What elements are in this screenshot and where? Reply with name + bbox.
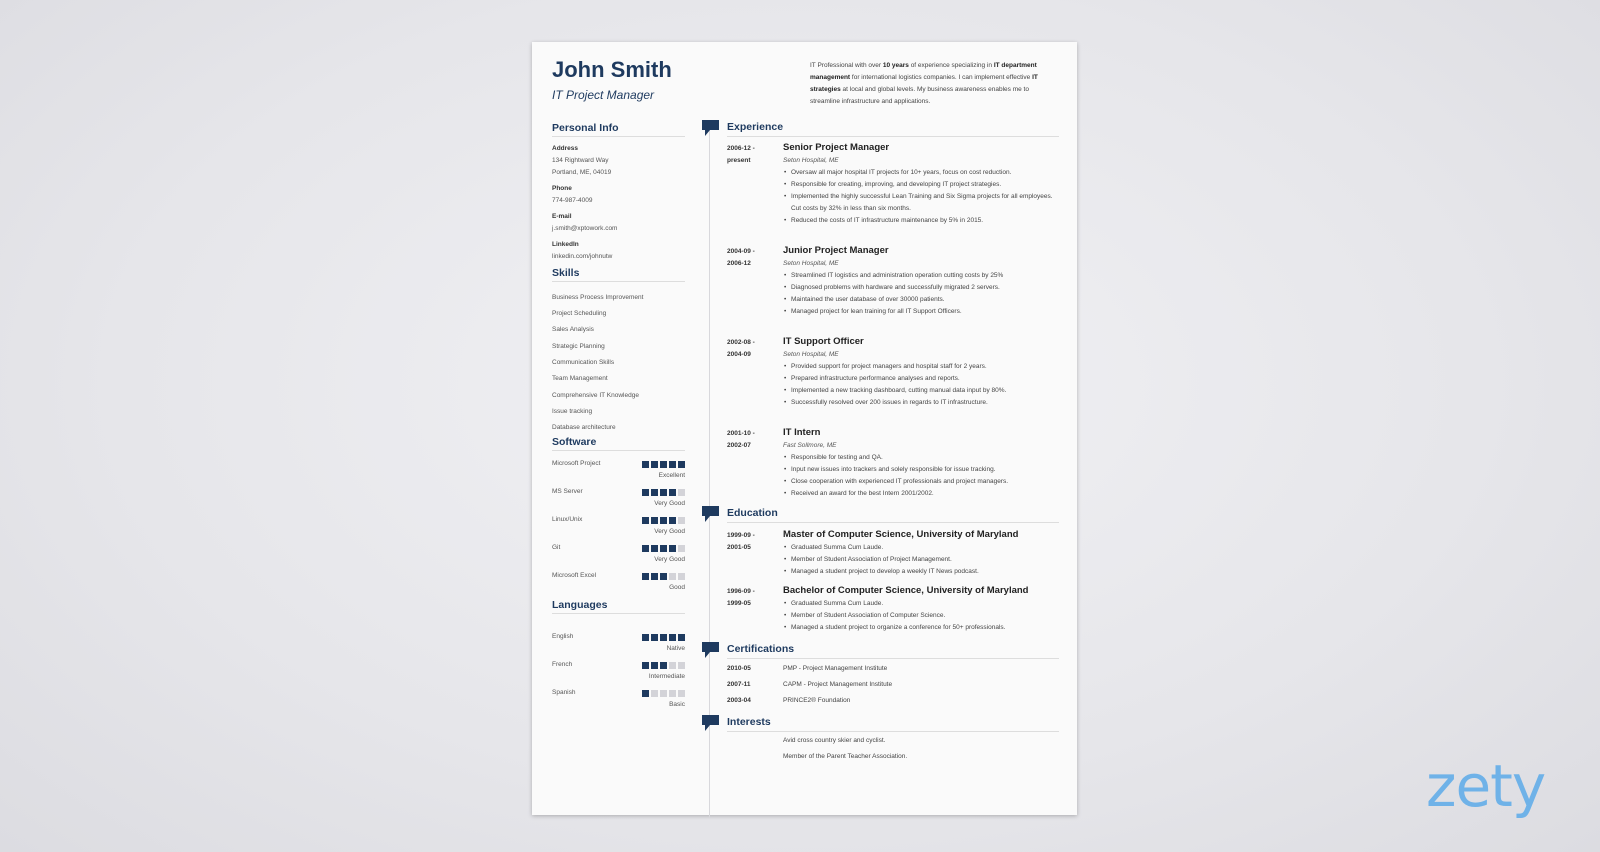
list-item: • Streamlined IT logistics and administration operation cutting costs by 25% xyxy=(791,270,1061,282)
rating-square-empty xyxy=(678,545,685,552)
resume-job-title: IT Project Manager xyxy=(552,88,655,102)
rating-square-empty xyxy=(678,690,685,697)
rating-square-filled xyxy=(669,517,676,524)
email-value: j.smith@xptowork.com xyxy=(552,225,618,232)
job-bullets xyxy=(783,452,1061,500)
skill-item: Comprehensive IT Knowledge xyxy=(552,392,639,399)
certification-name: CAPM - Project Management Institute xyxy=(783,681,893,688)
rating-square-filled xyxy=(642,489,649,496)
rating-square-filled xyxy=(651,517,658,524)
list-item: • Member of Student Association of Project Management. xyxy=(791,554,1061,566)
skill-item: Sales Analysis xyxy=(552,326,594,333)
interests-heading: Interests xyxy=(727,716,1059,732)
resume-page xyxy=(532,42,1077,815)
software-name: Microsoft Excel xyxy=(552,572,597,579)
list-item: • Oversaw all major hospital IT projects for 10+ years, focus on cost reduction. xyxy=(791,167,1061,179)
linkedin-label: LinkedIn xyxy=(552,241,579,248)
list-item: • Responsible for creating, improving, and developing IT project strategies. xyxy=(791,179,1061,191)
education-flag-icon xyxy=(702,506,719,523)
list-item: • Graduated Summa Cum Laude. xyxy=(791,598,1061,610)
rating-square-empty xyxy=(678,489,685,496)
rating-square-filled xyxy=(651,662,658,669)
software-level: Very Good xyxy=(654,500,685,507)
job-organization: Seton Hospital, ME xyxy=(783,157,839,164)
software-name: Linux/Unix xyxy=(552,516,583,523)
rating-square-filled xyxy=(678,461,685,468)
rating-square-filled xyxy=(651,489,658,496)
rating-square-filled xyxy=(642,461,649,468)
rating-square-filled xyxy=(642,690,649,697)
list-item: • Input new issues into trackers and solely responsible for issue tracking. xyxy=(791,464,1061,476)
list-item: • Implemented a new tracking dashboard, cutting manual data input by 80%. xyxy=(791,385,1061,397)
rating-square-empty xyxy=(678,662,685,669)
rating-square-filled xyxy=(642,662,649,669)
job-title: Senior Project Manager xyxy=(783,142,890,153)
rating-square-filled xyxy=(651,573,658,580)
interest-item: Avid cross country skier and cyclist. xyxy=(783,737,886,744)
software-rating xyxy=(640,517,685,524)
rating-square-filled xyxy=(642,545,649,552)
language-level: Intermediate xyxy=(648,673,685,680)
job-organization: Seton Hospital, ME xyxy=(783,260,839,267)
software-name: Git xyxy=(552,544,561,551)
job-date: 2002-08 - 2004-09 xyxy=(727,339,755,358)
skill-item: Business Process Improvement xyxy=(552,294,644,301)
rating-square-filled xyxy=(651,545,658,552)
list-item: • Close cooperation with experienced IT professionals and project managers. xyxy=(791,476,1061,488)
education-bullets xyxy=(783,542,1061,578)
job-title: Junior Project Manager xyxy=(783,245,889,256)
software-level: Excellent xyxy=(658,472,685,479)
language-level: Native xyxy=(666,645,685,652)
list-item: • Implemented the highly successful Lean Training and Six Sigma projects for all employees. Cut costs by 32% in less than six months. xyxy=(791,191,1061,215)
skill-item: Communication Skills xyxy=(552,359,615,366)
list-item: • Managed project for lean training for all IT Support Officers. xyxy=(791,306,1061,318)
language-name: English xyxy=(552,633,574,640)
software-level: Good xyxy=(669,584,685,591)
job-date: 2001-10 - 2002-07 xyxy=(727,430,755,449)
software-heading: Software xyxy=(552,436,685,451)
interests-flag-icon xyxy=(702,715,719,732)
skill-item: Team Management xyxy=(552,375,608,382)
rating-square-filled xyxy=(651,634,658,641)
summary-text: IT Professional with over 10 years of experience specializing in IT department management for international logistics companies. I can implement effective IT strategies at local and global levels. My business awareness enables me to streamline infrastructure and applications. xyxy=(810,62,1038,105)
language-name: French xyxy=(552,661,573,668)
address-line-2: Portland, ME, 04019 xyxy=(552,169,612,176)
rating-square-filled xyxy=(642,517,649,524)
experience-heading: Experience xyxy=(727,121,1059,137)
rating-square-empty xyxy=(651,690,658,697)
job-bullets xyxy=(783,167,1061,227)
skill-item: Strategic Planning xyxy=(552,343,605,350)
rating-square-filled xyxy=(660,634,667,641)
list-item: • Member of Student Association of Computer Science. xyxy=(791,610,1061,622)
rating-square-empty xyxy=(669,573,676,580)
certification-date: 2007-11 xyxy=(727,681,751,688)
software-rating xyxy=(640,461,685,468)
skills-heading: Skills xyxy=(552,267,685,282)
linkedin-value: linkedin.com/johnutw xyxy=(552,253,613,260)
list-item: • Received an award for the best Intern 2001/2002. xyxy=(791,488,1061,500)
skill-item: Database architecture xyxy=(552,424,616,431)
education-heading: Education xyxy=(727,507,1059,523)
software-rating xyxy=(640,489,685,496)
language-name: Spanish xyxy=(552,689,576,696)
rating-square-empty xyxy=(669,662,676,669)
list-item: • Managed a student project to organize a conference for 50+ professionals. xyxy=(791,622,1061,634)
list-item: • Provided support for project managers and hospital staff for 2 years. xyxy=(791,361,1061,373)
rating-square-filled xyxy=(669,545,676,552)
certification-date: 2010-05 xyxy=(727,665,751,672)
address-label: Address xyxy=(552,145,579,152)
job-date: 2004-09 - 2006-12 xyxy=(727,248,755,267)
rating-square-filled xyxy=(660,489,667,496)
degree-title: Bachelor of Computer Science, University of Maryland xyxy=(783,585,1029,596)
education-bullets xyxy=(783,598,1061,634)
phone-value: 774-987-4009 xyxy=(552,197,593,204)
job-organization: Fast Sollmore, ME xyxy=(783,442,837,449)
job-title: IT Intern xyxy=(783,427,821,438)
software-rating xyxy=(640,573,685,580)
experience-flag-icon xyxy=(702,120,719,137)
job-date: 2006-12 - present xyxy=(727,145,755,164)
zety-logo: zety xyxy=(1426,752,1546,820)
rating-square-filled xyxy=(669,461,676,468)
rating-square-empty xyxy=(678,517,685,524)
language-rating xyxy=(640,690,685,697)
rating-square-filled xyxy=(642,634,649,641)
education-date: 1996-09 - 1999-05 xyxy=(727,588,755,607)
phone-label: Phone xyxy=(552,185,572,192)
list-item: • Reduced the costs of IT infrastructure maintenance by 5% in 2015. xyxy=(791,215,1061,227)
resume-name: John Smith xyxy=(552,57,672,82)
skill-item: Issue tracking xyxy=(552,408,593,415)
certification-name: PRINCE2® Foundation xyxy=(783,697,851,704)
software-level: Very Good xyxy=(654,528,685,535)
rating-square-empty xyxy=(660,690,667,697)
rating-square-filled xyxy=(660,545,667,552)
languages-heading: Languages xyxy=(552,599,685,614)
list-item: • Graduated Summa Cum Laude. xyxy=(791,542,1061,554)
rating-square-filled xyxy=(651,461,658,468)
software-name: MS Server xyxy=(552,488,583,495)
education-date: 1999-09 - 2001-05 xyxy=(727,532,755,551)
list-item: • Diagnosed problems with hardware and successfully migrated 2 servers. xyxy=(791,282,1061,294)
software-rating xyxy=(640,545,685,552)
job-title: IT Support Officer xyxy=(783,336,864,347)
rating-square-empty xyxy=(669,690,676,697)
rating-square-filled xyxy=(660,461,667,468)
list-item: • Responsible for testing and QA. xyxy=(791,452,1061,464)
rating-square-filled xyxy=(660,662,667,669)
personal-info-heading: Personal Info xyxy=(552,122,685,137)
job-bullets xyxy=(783,361,1061,409)
list-item: • Maintained the user database of over 30000 patients. xyxy=(791,294,1061,306)
list-item: • Prepared infrastructure performance analyses and reports. xyxy=(791,373,1061,385)
software-name: Microsoft Project xyxy=(552,460,601,467)
software-level: Very Good xyxy=(654,556,685,563)
rating-square-empty xyxy=(678,573,685,580)
certifications-heading: Certifications xyxy=(727,643,1059,659)
language-rating xyxy=(640,662,685,669)
address-line-1: 134 Rightward Way xyxy=(552,157,609,164)
skill-item: Project Scheduling xyxy=(552,310,607,317)
certifications-flag-icon xyxy=(702,642,719,659)
rating-square-filled xyxy=(669,634,676,641)
degree-title: Master of Computer Science, University of Maryland xyxy=(783,529,1019,540)
rating-square-filled xyxy=(678,634,685,641)
interest-item: Member of the Parent Teacher Association. xyxy=(783,753,908,760)
list-item: • Managed a student project to develop a weekly IT News podcast. xyxy=(791,566,1061,578)
certification-name: PMP - Project Management Institute xyxy=(783,665,888,672)
email-label: E-mail xyxy=(552,213,572,220)
rating-square-filled xyxy=(642,573,649,580)
job-organization: Seton Hospital, ME xyxy=(783,351,839,358)
rating-square-filled xyxy=(660,517,667,524)
certification-date: 2003-04 xyxy=(727,697,751,704)
rating-square-filled xyxy=(660,573,667,580)
job-bullets xyxy=(783,270,1061,318)
language-level: Basic xyxy=(669,701,685,708)
language-rating xyxy=(640,634,685,641)
list-item: • Successfully resolved over 200 issues in regards to IT infrastructure. xyxy=(791,397,1061,409)
rating-square-filled xyxy=(669,489,676,496)
